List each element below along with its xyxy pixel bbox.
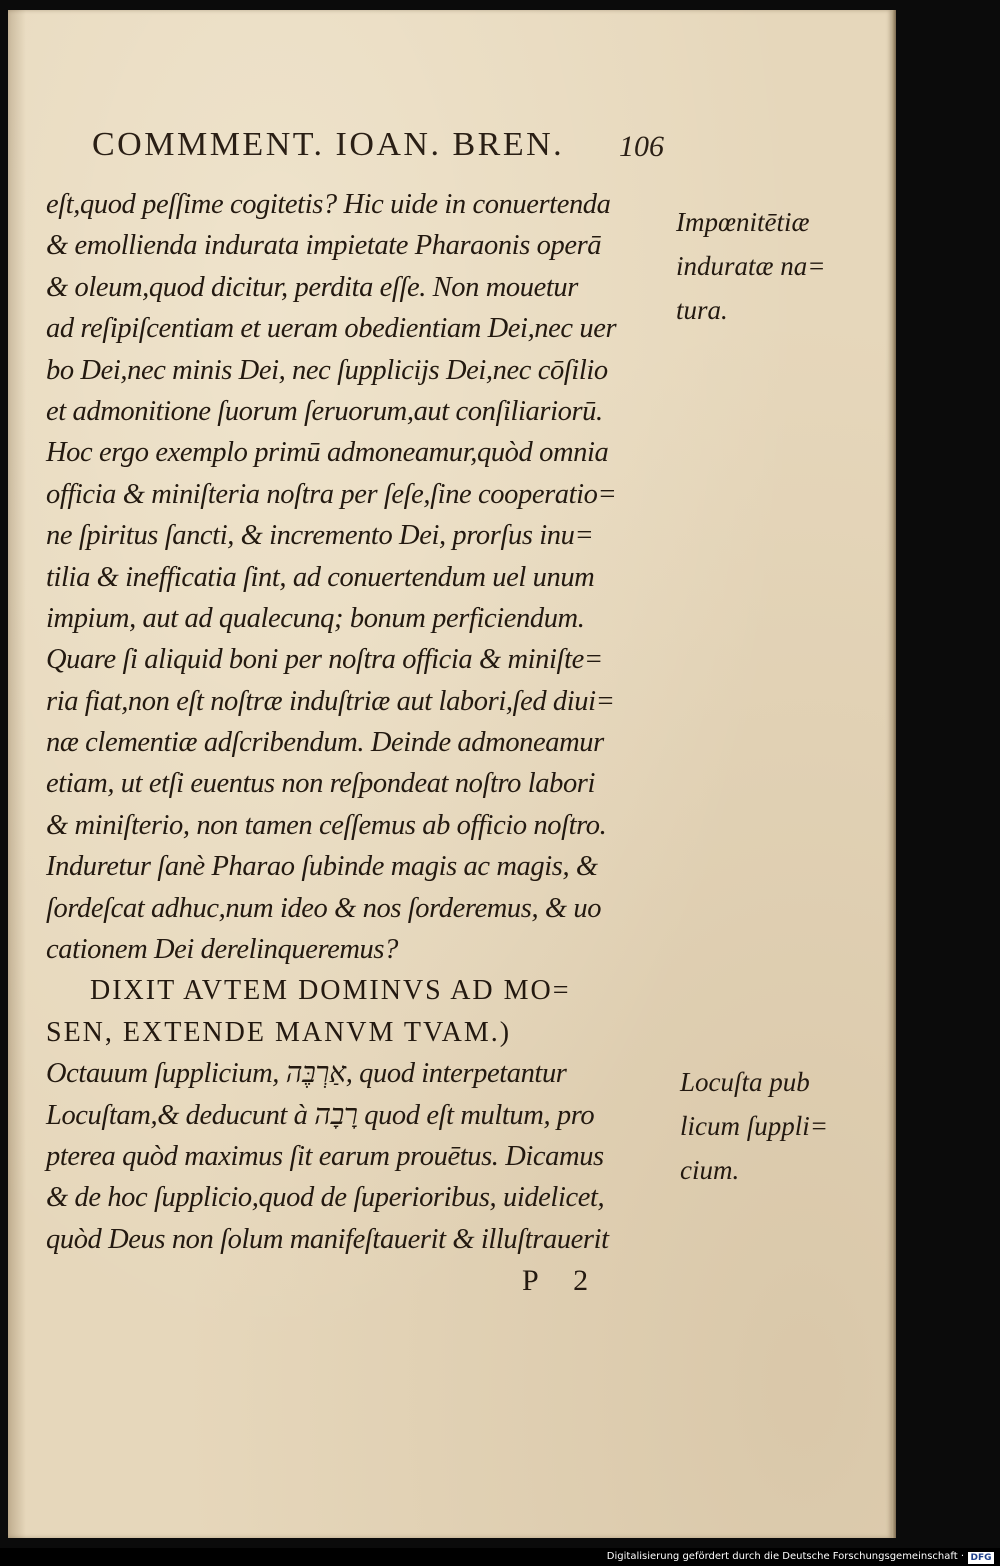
running-head <box>92 126 672 168</box>
text-line: næ clementiæ adſcribendum. Deinde admoneamur <box>46 727 604 759</box>
margin-note <box>680 1060 850 1192</box>
text-line: quòd Deus non ſolum manifeſtauerit & illuſtrauerit <box>46 1223 609 1255</box>
text-line: Hoc ergo exemplo primū admoneamur,quòd omnia <box>46 437 609 469</box>
text-line: ſordeſcat adhuc,num ideo & nos ſorderemus, & uo <box>46 892 602 924</box>
text-line: & de hoc ſupplicio,quod de ſuperioribus, uidelicet, <box>46 1182 605 1214</box>
text-line: Induretur ſanè Pharao ſubinde magis ac magis, & <box>46 851 598 883</box>
text-line: impium, aut ad qualecunq; bonum perficiendum. <box>46 602 585 634</box>
text-line: ad reſipiſcentiam et ueram obedientiam Dei,nec uer <box>46 313 617 345</box>
text-line: officia & miniſteria noſtra per ſeſe,ſine cooperatio= <box>46 478 617 510</box>
text-line: bo Dei,nec minis Dei, nec ſupplicijs Dei,nec cōſilio <box>46 354 608 386</box>
digitization-credit: Digitalisierung gefördert durch die Deutsche Forschungsgemeinschaft · <box>606 1551 964 1562</box>
text-line: Locuſtam,& deducunt à רָבָה quod eſt multum, pro <box>46 1099 595 1131</box>
margin-note-line: Impœnitētiæ <box>676 207 810 237</box>
margin-note-line: Locuſta pub <box>680 1067 810 1097</box>
text-line: cationem Dei derelinqueremus? <box>46 934 398 966</box>
running-title: COMMMENT. IOAN. BREN. <box>92 126 565 163</box>
margin-note-line: cium. <box>680 1155 740 1185</box>
text-line: tilia & inefficatia ſint, ad conuertendum uel unum <box>46 561 595 593</box>
text-line: pterea quòd maximus ſit earum prouētus. Dicamus <box>46 1140 604 1172</box>
margin-note-line: licum ſuppli= <box>680 1111 828 1141</box>
text-line: eſt,quod peſſime cogitetis? Hic uide in conuertenda <box>46 189 611 220</box>
text-line: & oleum,quod dicitur, perdita eſſe. Non mouetur <box>46 271 578 303</box>
text-line: ria fiat,non eſt noſtræ induſtriæ aut labori,ſed diui= <box>46 685 615 717</box>
text-line: Quare ſi aliquid boni per noſtra officia & miniſte= <box>46 644 603 676</box>
text-line: etiam, ut etſi euentus non reſpondeat noſtro labori <box>46 768 596 800</box>
page-edge <box>892 10 896 1538</box>
margin-note-line: tura. <box>676 295 728 325</box>
text-line: ne ſpiritus ſancti, & incremento Dei, prorſus inu= <box>46 520 594 552</box>
dfg-logo: DFG <box>968 1552 994 1564</box>
main-text-block <box>46 184 668 1260</box>
signature-mark: P 2 <box>522 1264 603 1297</box>
folio-number: 106 <box>619 130 664 163</box>
text-line: Octauum ſupplicium, אַרְבֶּה, quod interpetantur <box>46 1058 567 1090</box>
margin-note <box>676 200 846 332</box>
margin-note-line: induratæ na= <box>676 251 826 281</box>
text-line: & emollienda indurata impietate Pharaonis operā <box>46 230 602 262</box>
section-heading-line: SEN, EXTENDE MANVM TVAM.) <box>46 1016 512 1048</box>
section-heading-line: DIXIT AVTEM DOMINVS AD MO= <box>90 975 571 1007</box>
text-line: & miniſterio, non tamen ceſſemus ab officio noſtro. <box>46 809 607 841</box>
text-line: et admonitione ſuorum ſeruorum,aut conſiliariorū. <box>46 395 603 427</box>
